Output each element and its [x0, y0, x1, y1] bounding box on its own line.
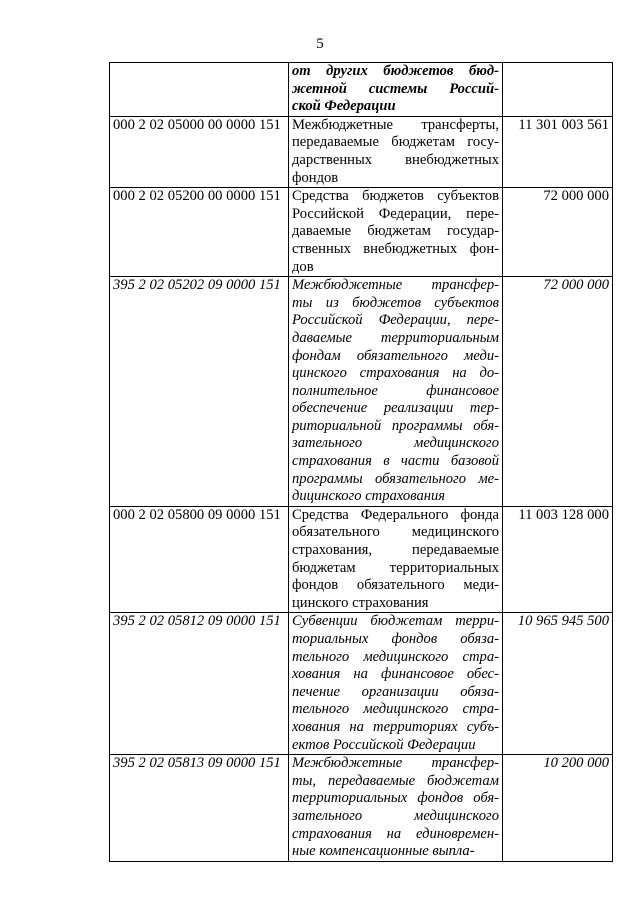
row-name-line: ты из бюджетов субъектов	[292, 294, 499, 311]
table-row	[110, 613, 613, 755]
row-name-line: риториальной программы обя-	[292, 417, 499, 434]
row-name-line: ственных внебюджетных фон-	[292, 240, 499, 257]
row-name-line: территориальных фондов обя-	[292, 790, 499, 807]
table-row	[110, 277, 613, 507]
table-row	[110, 506, 613, 613]
row-name-cell	[289, 506, 503, 613]
row-sum-cell	[503, 63, 613, 117]
table-row	[110, 63, 613, 117]
row-name-line: фондов	[292, 169, 339, 186]
row-name-line: полнительное финансовое	[292, 382, 499, 399]
row-name-line: страхования в части базовой	[292, 453, 499, 470]
row-sum-cell: 11 301 003 561	[503, 116, 613, 187]
row-name-line: Субвенции бюджетам терри-	[292, 613, 499, 630]
row-name-line: цинского страхования	[292, 594, 429, 611]
row-name-cell	[289, 188, 503, 277]
budget-revenue-table	[109, 62, 613, 862]
row-code-cell: 000 2 02 05800 09 0000 151	[110, 506, 289, 613]
row-name-line: даваемые территориальным	[292, 329, 499, 346]
row-sum-cell: 10 200 000	[503, 755, 613, 862]
row-name-cell	[289, 613, 503, 755]
row-name-line: даваемые бюджетам государ-	[292, 223, 499, 240]
row-name-line: дов	[292, 258, 314, 275]
row-code-cell: 395 2 02 05813 09 0000 151	[110, 755, 289, 862]
row-name-line: ториальных фондов обяза-	[292, 631, 499, 647]
row-name-line: фондам обязательного меди-	[292, 347, 499, 364]
row-name-line: ты, передаваемые бюджетам	[292, 772, 499, 789]
row-name-line: обязательного медицинского	[292, 524, 499, 541]
row-name-line: передаваемые бюджетам госу-	[292, 134, 499, 151]
row-name-line: страхования на единовремен-	[292, 825, 499, 842]
row-code-cell: 000 2 02 05000 00 0000 151	[110, 116, 289, 187]
table-row	[110, 188, 613, 277]
row-name-line: зательного медицинского	[292, 435, 499, 452]
table-row	[110, 755, 613, 862]
row-name-line: цинского страхования на до-	[292, 365, 499, 382]
row-name-cell	[289, 755, 503, 862]
row-code-cell	[110, 63, 289, 117]
row-name-line: тельного медицинского стра-	[292, 701, 499, 718]
row-name-line: хования на территориях субъ-	[292, 718, 499, 735]
row-name-line: ектов Российской Федерации	[292, 736, 476, 753]
row-sum-cell: 10 965 945 500	[503, 613, 613, 755]
row-name-line: ные компенсационные выпла-	[292, 843, 475, 860]
row-name-line: бюджетам территориальных	[292, 559, 499, 576]
row-code-cell: 395 2 02 05812 09 0000 151	[110, 613, 289, 755]
row-name-cell	[289, 116, 503, 187]
row-name-line: обеспечение реализации тер-	[292, 400, 499, 417]
row-sum-cell: 11 003 128 000	[503, 506, 613, 613]
row-name-line: Средства бюджетов субъектов	[292, 188, 499, 205]
row-name-line: Средства Федерального фонда	[292, 506, 499, 523]
row-name-line: печение организации обяза-	[292, 683, 499, 700]
row-name-line: программы обязательного ме-	[292, 470, 499, 487]
row-sum-cell: 72 000 000	[503, 277, 613, 507]
row-name-line: Российской Федерации, пере-	[292, 205, 499, 222]
row-name-line: ской Федерации	[292, 98, 396, 115]
row-name-cell	[289, 63, 503, 117]
row-name-line: от других бюджетов бюд-	[292, 63, 499, 79]
table-row	[110, 116, 613, 187]
page-number: 5	[316, 36, 324, 52]
row-name-line: Межбюджетные трансферты,	[292, 116, 499, 133]
row-name-line: Межбюджетные трансфер-	[292, 755, 499, 772]
row-sum-cell: 72 000 000	[503, 188, 613, 277]
row-name-line: Межбюджетные трансфер-	[292, 277, 499, 294]
row-code-cell: 395 2 02 05202 09 0000 151	[110, 277, 289, 507]
row-name-line: тельного медицинского стра-	[292, 648, 499, 665]
row-name-line: дарственных внебюджетных	[292, 151, 499, 168]
row-name-line: страхования, передаваемые	[292, 542, 499, 559]
row-code-cell: 000 2 02 05200 00 0000 151	[110, 188, 289, 277]
row-name-cell	[289, 277, 503, 507]
row-name-line: зательного медицинского	[292, 807, 499, 824]
row-name-line: хования на финансовое обес-	[292, 666, 499, 683]
row-name-line: дицинского страхования	[292, 488, 446, 505]
row-name-line: жетной системы Россий-	[292, 80, 499, 97]
row-name-line: фондов обязательного меди-	[292, 577, 499, 594]
row-name-line: Российской Федерации, пере-	[292, 312, 499, 329]
